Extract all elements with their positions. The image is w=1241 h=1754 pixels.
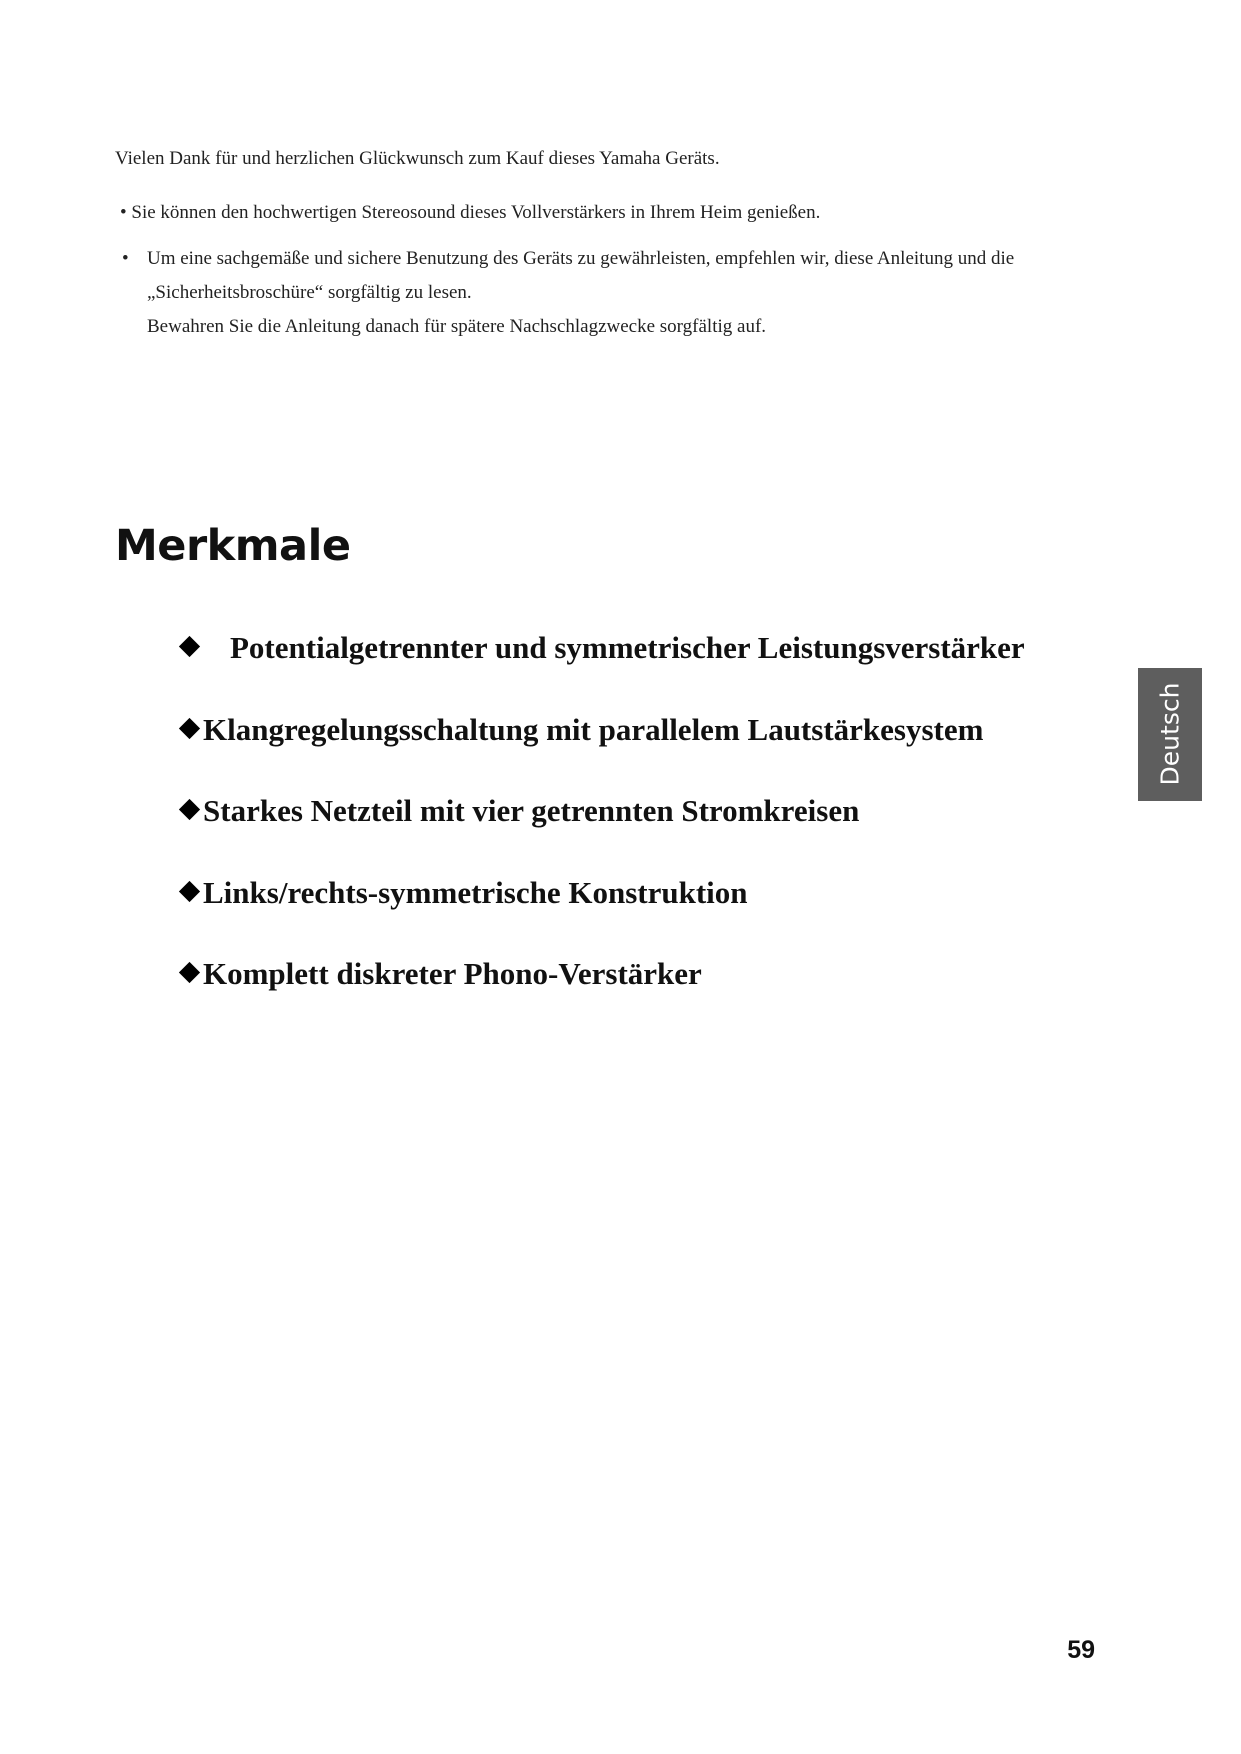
feature-item [178, 628, 1078, 668]
feature-text: Klangregelungsschaltung mit parallelem Lautstärkesystem [203, 711, 984, 747]
intro-bullet-2-line-2: „Sicherheitsbroschüre“ sorgfältig zu lesen. [147, 282, 472, 303]
intro-thanks: Vielen Dank für und herzlichen Glückwunsch zum Kauf dieses Yamaha Geräts. [115, 148, 720, 169]
bullet-dot-icon: • [120, 202, 127, 223]
diamond-bullet-icon [179, 880, 200, 901]
feature-text: Potentialgetrennter und symmetrischer Leistungsverstärker [230, 630, 1025, 665]
language-tab [1138, 668, 1202, 801]
feature-item [178, 954, 1078, 994]
diamond-bullet-icon [179, 799, 200, 820]
feature-item [178, 791, 1078, 831]
page-number: 59 [1067, 1636, 1095, 1664]
intro-block [115, 142, 1095, 344]
diamond-bullet-icon [179, 636, 200, 657]
diamond-bullet-icon [179, 717, 200, 738]
intro-bullet-2-line-3: Bewahren Sie die Anleitung danach für spätere Nachschlagzwecke sorgfältig auf. [147, 316, 767, 337]
feature-text: Komplett diskreter Phono-Verstärker [203, 956, 702, 991]
intro-bullet-1-text: Sie können den hochwertigen Stereosound dieses Vollverstärkers in Ihrem Heim genießen. [131, 202, 821, 223]
feature-text: Starkes Netzteil mit vier getrennten Stromkreisen [203, 793, 860, 828]
intro-bullet-2 [115, 242, 1095, 344]
language-tab-label: Deutsch [1155, 682, 1185, 786]
intro-bullet-1 [115, 196, 1095, 230]
intro-bullet-2-line-1: Um eine sachgemäße und sichere Benutzung des Geräts zu gewährleisten, empfehlen wir, diese Anleitung und die [147, 248, 1015, 269]
feature-item [178, 710, 1078, 750]
feature-text: Links/rechts-symmetrische Konstruktion [203, 874, 748, 910]
bullet-dot-icon: • [122, 248, 129, 269]
diamond-bullet-icon [179, 962, 200, 983]
feature-list [178, 628, 1078, 1036]
section-heading: Merkmale [115, 521, 351, 571]
feature-item [178, 873, 1078, 913]
